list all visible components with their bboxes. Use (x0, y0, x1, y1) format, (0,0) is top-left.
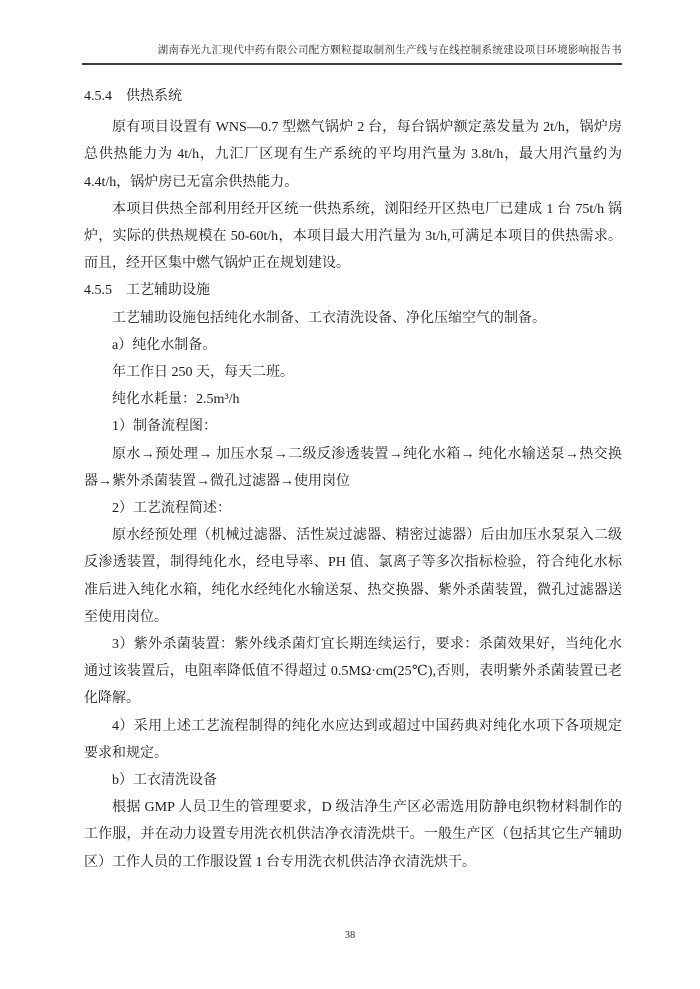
list-item-4: 4）采用上述工艺流程制得的纯化水应达到或超过中国药典对纯化水项下各项规定要求和规定。 (84, 718, 622, 761)
paragraph: 原有项目设置有 WNS—0.7 型燃气锅炉 2 台，每台锅炉额定蒸发量为 2t/h，锅炉房总供热能力为 4t/h，九汇厂区现有生产系统的平均用汽量为 3.8t/h，最大用汽量约为 4.4t/h，锅炉房已无富余供热能力。 (84, 120, 622, 190)
paragraph: 工艺辅助设施包括纯化水制备、工衣清洗设备、净化压缩空气的制备。 (112, 310, 546, 326)
list-item-a: a）纯化水制备。 (112, 337, 217, 353)
list-item-b: b）工衣清洗设备 (112, 773, 217, 789)
paragraph: 根据 GMP 人员卫生的管理要求，D 级洁净生产区必需选用防静电织物材料制作的工作服，并在动力设置专用洗衣机供洁净衣清洗烘干。一般生产区（包括其它生产辅助区）工作人员的工作服设置 1 台专用洗衣机供洁净衣清洗烘干。 (84, 800, 622, 870)
page-header-title: 湖南春光九汇现代中药有限公司配方颗粒提取制剂生产线与在线控制系统建设项目环境影响报告书 (82, 44, 622, 65)
paragraph: 原水经预处理（机械过滤器、活性炭过滤器、精密过滤器）后由加压水泵泵入二级反渗透装置，制得纯化水，经电导率、PH 值、氯离子等多次指标检验，符合纯化水标准后进入纯化水箱，纯化水经纯化水输送泵、热交换器、紫外杀菌装置，微孔过滤器送至使用岗位。 (84, 528, 622, 625)
process-flow-text: 原水→预处理→ 加压水泵→二级反渗透装置→纯化水箱→ 纯化水输送泵→热交换器→紫外杀菌装置→微孔过滤器→使用岗位 (84, 446, 622, 489)
paragraph: 本项目供热全部利用经开区统一供热系统，浏阳经开区热电厂已建成 1 台 75t/h 锅炉，实际的供热规模在 50-60t/h，本项目最大用汽量为 3t/h,可满足本项目的供热需求。而且，经开区集中燃气锅炉正在规划建设。 (84, 201, 622, 272)
document-body (84, 83, 622, 876)
list-item-3: 3）紫外杀菌装置：紫外线杀菌灯宜长期连续运行，要求：杀菌效果好，当纯化水通过该装置后，电阻率降低值不得超过 0.5MΩ·cm(25℃),否则，表明紫外杀菌装置已老化降解。 (84, 637, 622, 707)
section-heading-4-5-4: 4.5.4 供热系统 (84, 89, 182, 104)
list-item-2: 2）工艺流程简述： (112, 501, 231, 517)
paragraph: 年工作日 250 天，每天二班。 (112, 365, 294, 381)
paragraph: 纯化水耗量：2.5m³/h (112, 392, 240, 408)
page-number: 38 (344, 930, 356, 941)
section-heading-4-5-5: 4.5.5 工艺辅助设施 (84, 283, 210, 299)
list-item-1: 1）制备流程图： (112, 419, 217, 435)
